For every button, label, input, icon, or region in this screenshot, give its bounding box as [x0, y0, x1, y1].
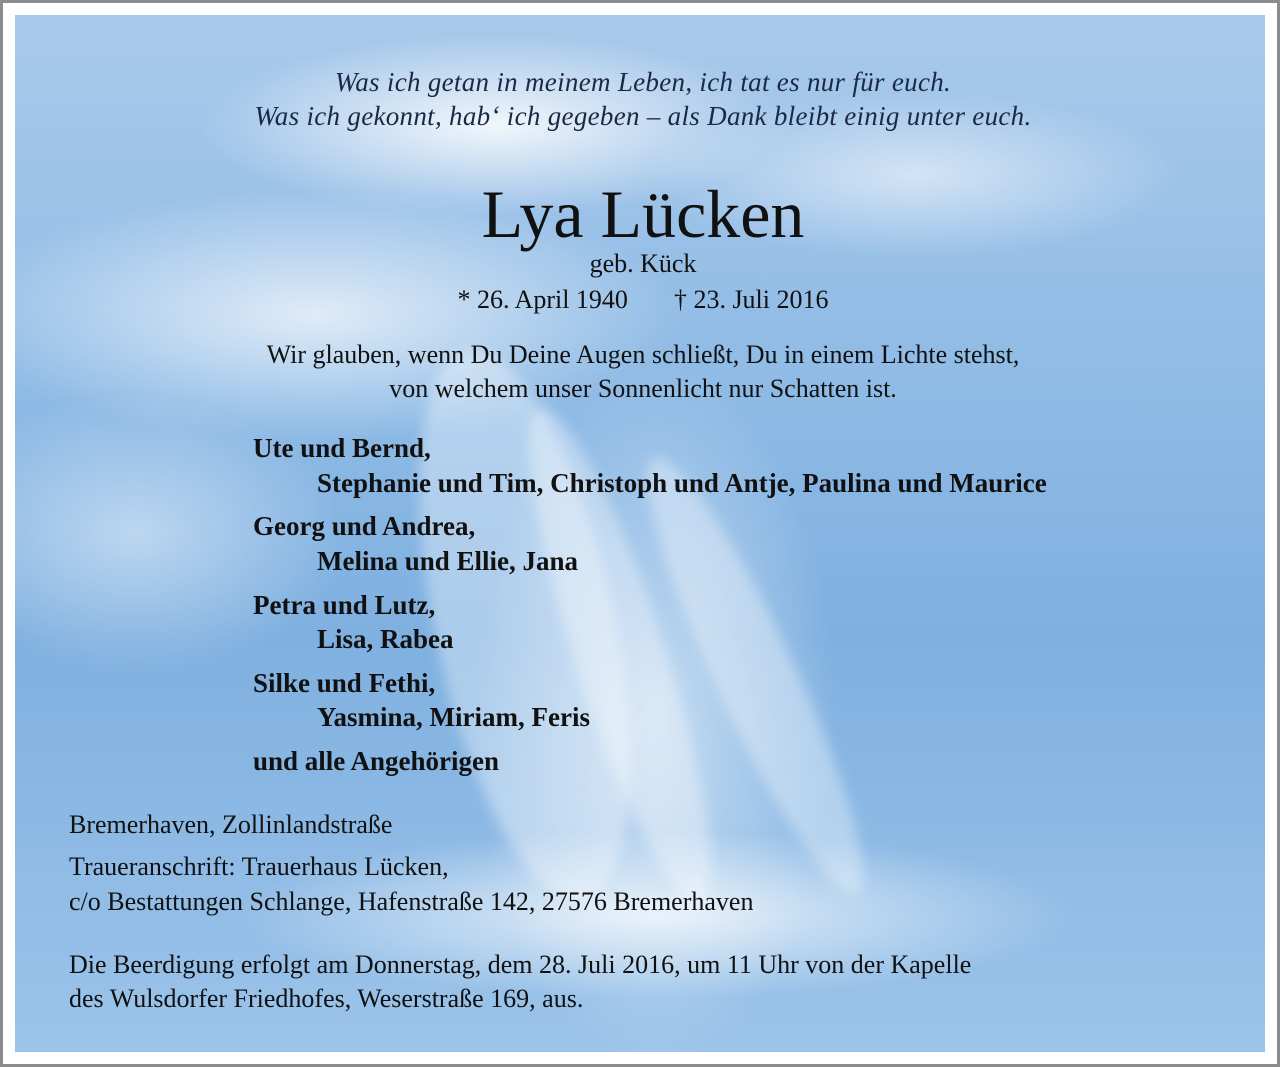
family-children: Melina und Ellie, Jana	[317, 546, 579, 576]
birth-name: geb. Kück	[589, 249, 697, 278]
location-line: Bremerhaven, Zollinlandstraße	[69, 810, 393, 839]
family-children: Yasmina, Miriam, Feris	[317, 702, 590, 732]
mourning-address-line-1: Traueranschrift: Trauerhaus Lücken,	[69, 852, 449, 881]
family-couple: Petra und Lutz,	[253, 590, 436, 620]
verse-line-1: Wir glauben, wenn Du Deine Augen schließt, Du in einem Lichte stehst,	[266, 340, 1020, 369]
birth-date: * 26. April 1940	[457, 285, 628, 314]
family-couple: Silke und Fethi,	[253, 668, 436, 698]
notice-content	[15, 15, 1265, 1052]
family-children: Stephanie und Tim, Christoph und Antje, Paulina und Maurice	[317, 468, 1047, 498]
quote-line-1: Was ich getan in meinem Leben, ich tat es nur für euch.	[334, 67, 952, 97]
life-dates	[15, 285, 1265, 315]
relatives-line: und alle Angehörigen	[253, 746, 500, 776]
funeral-line-1: Die Beerdigung erfolgt am Donnerstag, dem 28. Juli 2016, um 11 Uhr von der Kapelle	[69, 950, 972, 979]
deceased-name: Lya Lücken	[481, 176, 805, 252]
family-couple: Ute und Bernd,	[253, 433, 431, 463]
family-couple: Georg und Andrea,	[253, 511, 476, 541]
quote-line-2: Was ich gekonnt, hab‘ ich gegeben – als Dank bleibt einig unter euch.	[254, 101, 1032, 131]
death-date: † 23. Juli 2016	[673, 285, 829, 314]
verse-line-2: von welchem unser Sonnenlicht nur Schatten ist.	[389, 374, 897, 403]
sky-background	[15, 15, 1265, 1052]
family-children: Lisa, Rabea	[317, 624, 454, 654]
mourning-address-line-2: c/o Bestattungen Schlange, Hafenstraße 142, 27576 Bremerhaven	[69, 887, 754, 916]
funeral-line-2: des Wulsdorfer Friedhofes, Weserstraße 169, aus.	[69, 984, 584, 1013]
